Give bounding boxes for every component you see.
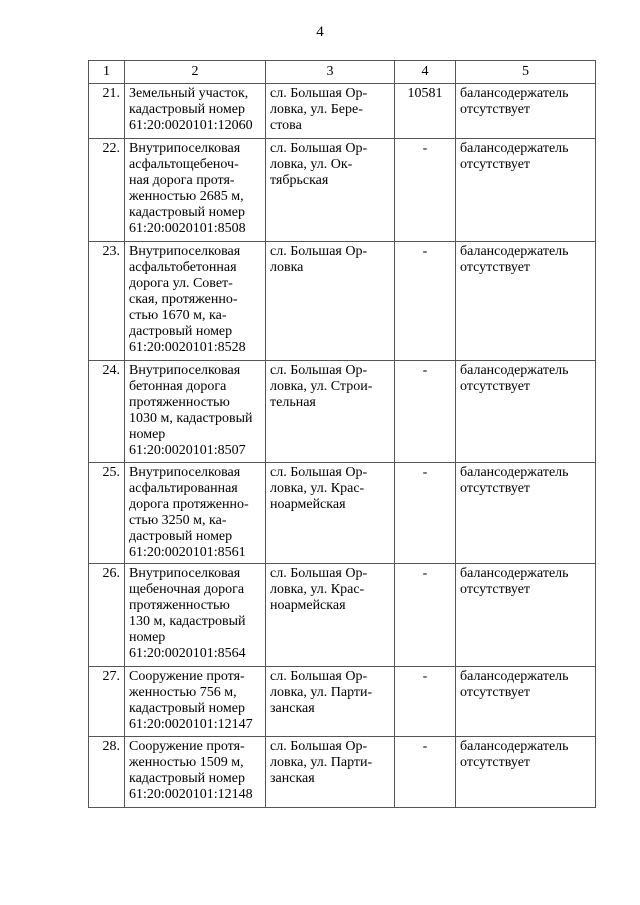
address-cell [266, 463, 395, 564]
balance-holder-line: балансодержатель [460, 86, 569, 101]
object-name-line: 61:20:0020101:12148 [129, 787, 253, 802]
object-name-line: 61:20:0020101:8507 [129, 443, 246, 458]
address-cell [266, 242, 395, 361]
balance-holder-line: балансодержатель [460, 669, 569, 684]
table-row [89, 737, 596, 808]
balance-holder-line: балансодержатель [460, 141, 569, 156]
object-name-line: Земельный участок, [129, 86, 249, 101]
balance-holder-line: отсутствует [460, 755, 531, 770]
object-name-line: дастровый номер [129, 529, 233, 544]
object-name-line: 61:20:0020101:8564 [129, 646, 246, 661]
address-line: сл. Большая Ор- [270, 566, 368, 581]
object-name-cell [125, 139, 266, 242]
row-number-cell: 25. [89, 463, 125, 564]
object-name-cell [125, 667, 266, 737]
object-name-cell [125, 463, 266, 564]
object-name-line: номер [129, 630, 166, 645]
header-col-5: 5 [456, 61, 596, 84]
address-line: ловка, ул. Бере- [270, 102, 363, 117]
address-line: сл. Большая Ор- [270, 363, 368, 378]
balance-holder-line: отсутствует [460, 685, 531, 700]
table-row [89, 564, 596, 667]
address-line: занская [270, 701, 315, 716]
area-cell: - [395, 361, 456, 463]
object-name-line: Внутрипоселковая [129, 465, 241, 480]
object-name-line: асфальтированная [129, 481, 238, 496]
object-name-line: стью 1670 м, ка- [129, 308, 227, 323]
balance-holder-line: балансодержатель [460, 465, 569, 480]
balance-holder-cell [456, 667, 596, 737]
area-cell: - [395, 737, 456, 808]
header-col-1: 1 [89, 61, 125, 84]
object-name-line: ская, протяженно- [129, 292, 238, 307]
object-name-line: Сооружение протя- [129, 739, 245, 754]
address-line: ловка, ул. Ок- [270, 157, 353, 172]
address-line: ловка, ул. Крас- [270, 481, 365, 496]
address-cell [266, 564, 395, 667]
row-number-cell: 23. [89, 242, 125, 361]
balance-holder-cell [456, 564, 596, 667]
balance-holder-line: отсутствует [460, 260, 531, 275]
address-line: сл. Большая Ор- [270, 141, 368, 156]
object-name-line: женностью 756 м, [129, 685, 237, 700]
area-cell: - [395, 564, 456, 667]
balance-holder-cell [456, 737, 596, 808]
object-name-line: 61:20:0020101:12060 [129, 118, 253, 133]
row-number-cell: 26. [89, 564, 125, 667]
balance-holder-line: балансодержатель [460, 363, 569, 378]
address-line: тябрьская [270, 173, 329, 188]
address-cell [266, 667, 395, 737]
object-name-line: 61:20:0020101:8528 [129, 340, 246, 355]
address-cell [266, 139, 395, 242]
address-line: ноармейская [270, 598, 346, 613]
object-name-line: кадастровый номер [129, 102, 245, 117]
address-line: ноармейская [270, 497, 346, 512]
address-cell [266, 737, 395, 808]
object-name-cell [125, 242, 266, 361]
balance-holder-line: отсутствует [460, 582, 531, 597]
area-cell: - [395, 242, 456, 361]
row-number-cell: 28. [89, 737, 125, 808]
table-row [89, 667, 596, 737]
object-name-line: протяженностью [129, 395, 230, 410]
balance-holder-line: отсутствует [460, 157, 531, 172]
area-cell: - [395, 139, 456, 242]
object-name-line: Внутрипоселковая [129, 141, 241, 156]
object-name-line: Внутрипоселковая [129, 244, 241, 259]
object-name-line: 61:20:0020101:8561 [129, 545, 246, 560]
balance-holder-line: балансодержатель [460, 244, 569, 259]
property-registry-table [88, 60, 596, 808]
row-number-cell: 27. [89, 667, 125, 737]
object-name-line: 61:20:0020101:12147 [129, 717, 253, 732]
row-number-cell: 21. [89, 84, 125, 139]
balance-holder-cell [456, 361, 596, 463]
object-name-line: ная дорога протя- [129, 173, 235, 188]
object-name-line: Внутрипоселковая [129, 363, 241, 378]
address-line: ловка, ул. Строи- [270, 379, 373, 394]
address-line: сл. Большая Ор- [270, 86, 368, 101]
area-cell: 10581 [395, 84, 456, 139]
object-name-cell [125, 84, 266, 139]
address-cell [266, 361, 395, 463]
address-line: сл. Большая Ор- [270, 739, 368, 754]
balance-holder-cell [456, 84, 596, 139]
address-line: сл. Большая Ор- [270, 669, 368, 684]
balance-holder-line: балансодержатель [460, 739, 569, 754]
object-name-line: 1030 м, кадастровый [129, 411, 253, 426]
address-line: сл. Большая Ор- [270, 465, 368, 480]
address-line: ловка, ул. Крас- [270, 582, 365, 597]
table-row [89, 463, 596, 564]
object-name-line: дорога ул. Совет- [129, 276, 233, 291]
table-row [89, 139, 596, 242]
object-name-line: асфальтобетонная [129, 260, 237, 275]
balance-holder-line: отсутствует [460, 481, 531, 496]
object-name-line: дастровый номер [129, 324, 233, 339]
object-name-line: номер [129, 427, 166, 442]
object-name-line: Внутрипоселковая [129, 566, 241, 581]
area-cell: - [395, 463, 456, 564]
row-number-cell: 22. [89, 139, 125, 242]
object-name-line: щебеночная дорога [129, 582, 245, 597]
area-cell: - [395, 667, 456, 737]
address-line: ловка, ул. Парти- [270, 685, 373, 700]
object-name-line: кадастровый номер [129, 205, 245, 220]
table-row [89, 361, 596, 463]
balance-holder-cell [456, 242, 596, 361]
address-line: ловка [270, 260, 304, 275]
balance-holder-line: отсутствует [460, 102, 531, 117]
page-number: 4 [316, 24, 324, 40]
balance-holder-cell [456, 139, 596, 242]
table-header-row [89, 61, 596, 84]
header-col-2: 2 [125, 61, 266, 84]
address-line: стова [270, 118, 302, 133]
address-cell [266, 84, 395, 139]
address-line: ловка, ул. Парти- [270, 755, 373, 770]
header-col-3: 3 [266, 61, 395, 84]
object-name-line: кадастровый номер [129, 771, 245, 786]
object-name-line: протяженностью [129, 598, 230, 613]
balance-holder-cell [456, 463, 596, 564]
object-name-cell [125, 564, 266, 667]
object-name-cell [125, 361, 266, 463]
row-number-cell: 24. [89, 361, 125, 463]
object-name-line: 61:20:0020101:8508 [129, 221, 246, 236]
balance-holder-line: отсутствует [460, 379, 531, 394]
object-name-line: 130 м, кадастровый [129, 614, 246, 629]
table-row [89, 242, 596, 361]
object-name-line: женностью 1509 м, [129, 755, 244, 770]
object-name-line: стью 3250 м, ка- [129, 513, 227, 528]
table-row [89, 84, 596, 139]
object-name-line: Сооружение протя- [129, 669, 245, 684]
object-name-line: кадастровый номер [129, 701, 245, 716]
object-name-line: бетонная дорога [129, 379, 227, 394]
header-col-4: 4 [395, 61, 456, 84]
object-name-cell [125, 737, 266, 808]
address-line: занская [270, 771, 315, 786]
address-line: тельная [270, 395, 316, 410]
object-name-line: женностью 2685 м, [129, 189, 244, 204]
address-line: сл. Большая Ор- [270, 244, 368, 259]
object-name-line: асфальтощебеноч- [129, 157, 239, 172]
object-name-line: дорога протяженно- [129, 497, 249, 512]
balance-holder-line: балансодержатель [460, 566, 569, 581]
